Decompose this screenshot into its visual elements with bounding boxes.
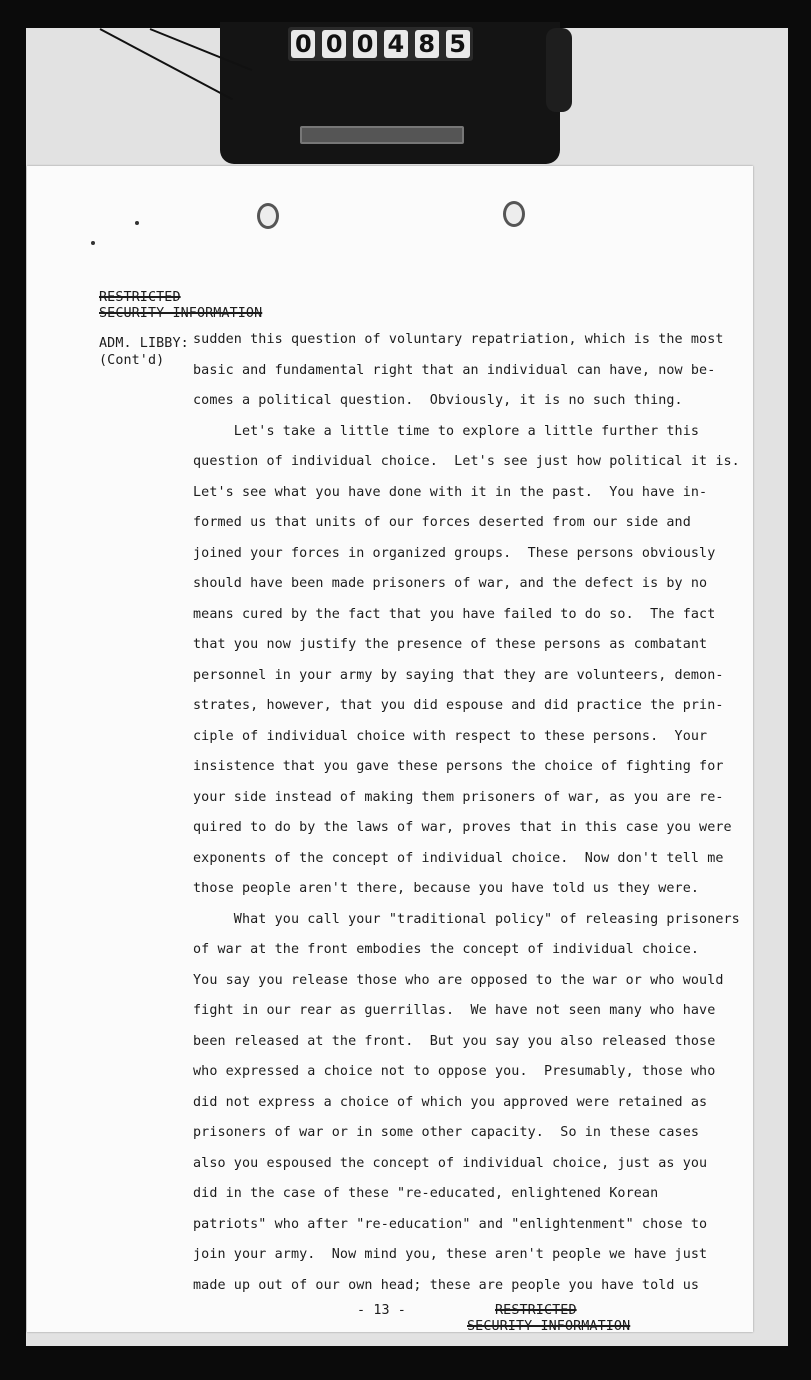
speaker-name: ADM. LIBBY: [99,336,189,351]
body-line: insistence that you gave these persons the choice of fighting for [193,759,724,774]
paper-speck [91,241,95,245]
body-line: sudden this question of voluntary repatriation, which is the most [193,332,724,347]
body-line: ciple of individual choice with respect to these persons. Your [193,728,708,744]
frame-counter-device [220,22,560,164]
classification-marking-bottom: SECURITY INFORMATION [467,1319,631,1334]
classification-marking-top: RESTRICTED [99,290,181,305]
body-line: basic and fundamental right that an individual can have, now be- [193,362,716,378]
punch-hole [257,203,279,229]
body-line: strates, however, that you did espouse and did practice the prin- [193,698,724,713]
body-line: join your army. Now mind you, these aren't people we have just [193,1247,708,1262]
body-line: did not express a choice of which you approved were retained as [193,1094,708,1110]
punch-hole [503,201,525,227]
body-line: prisoners of war or in some other capacity. So in these cases [193,1125,700,1140]
body-line: patriots" who after "re-education" and "enlightenment" chose to [193,1216,708,1232]
body-line: those people aren't there, because you have told us they were. [193,881,700,896]
body-line: of war at the front embodies the concept of individual choice. [193,942,700,957]
body-line: should have been made prisoners of war, and the defect is by no [193,576,708,591]
frame-counter-display [288,27,473,61]
counter-slot [300,126,464,144]
counter-digit: 8 [415,30,439,58]
classification-marking-top: SECURITY INFORMATION [99,306,263,321]
body-line: personnel in your army by saying that they are volunteers, demon- [193,667,724,683]
body-line: your side instead of making them prisoners of war, as you are re- [193,789,724,805]
body-line: fight in our rear as guerrillas. We have not seen many who have [193,1003,716,1018]
body-line: did in the case of these "re-educated, enlightened Korean [193,1186,659,1201]
body-line: made up out of our own head; these are people you have told us [193,1277,700,1293]
document-page [27,166,753,1332]
body-line: that you now justify the presence of these persons as combatant [193,637,708,652]
counter-digit: 5 [446,30,470,58]
body-line: exponents of the concept of individual choice. Now don't tell me [193,850,724,866]
body-line: means cured by the fact that you have failed to do so. The fact [193,606,716,622]
body-line: also you espoused the concept of individual choice, just as you [193,1155,708,1171]
body-line: joined your forces in organized groups. These persons obviously [193,545,716,561]
counter-digit: 4 [384,30,408,58]
body-line: Let's take a little time to explore a little further this [193,423,700,439]
page-number: - 13 - [357,1303,406,1318]
body-line: Let's see what you have done with it in the past. You have in- [193,484,708,500]
body-line: What you call your "traditional policy" of releasing prisoners [193,911,740,927]
counter-knob [546,28,572,112]
body-line: formed us that units of our forces deserted from our side and [193,515,691,530]
body-line: quired to do by the laws of war, proves that in this case you were [193,820,732,835]
body-line: been released at the front. But you say you also released those [193,1033,716,1049]
counter-digit: 0 [353,30,377,58]
body-line: question of individual choice. Let's see just how political it is. [193,454,740,469]
body-line: You say you release those who are opposed to the war or who would [193,972,724,988]
speaker-continuation: (Cont'd) [99,353,165,368]
classification-marking-bottom: RESTRICTED [495,1303,577,1318]
counter-digit: 0 [322,30,346,58]
paper-speck [135,221,139,225]
counter-digit: 0 [291,30,315,58]
body-line: comes a political question. Obviously, it is no such thing. [193,393,683,408]
body-line: who expressed a choice not to oppose you. Presumably, those who [193,1064,716,1079]
